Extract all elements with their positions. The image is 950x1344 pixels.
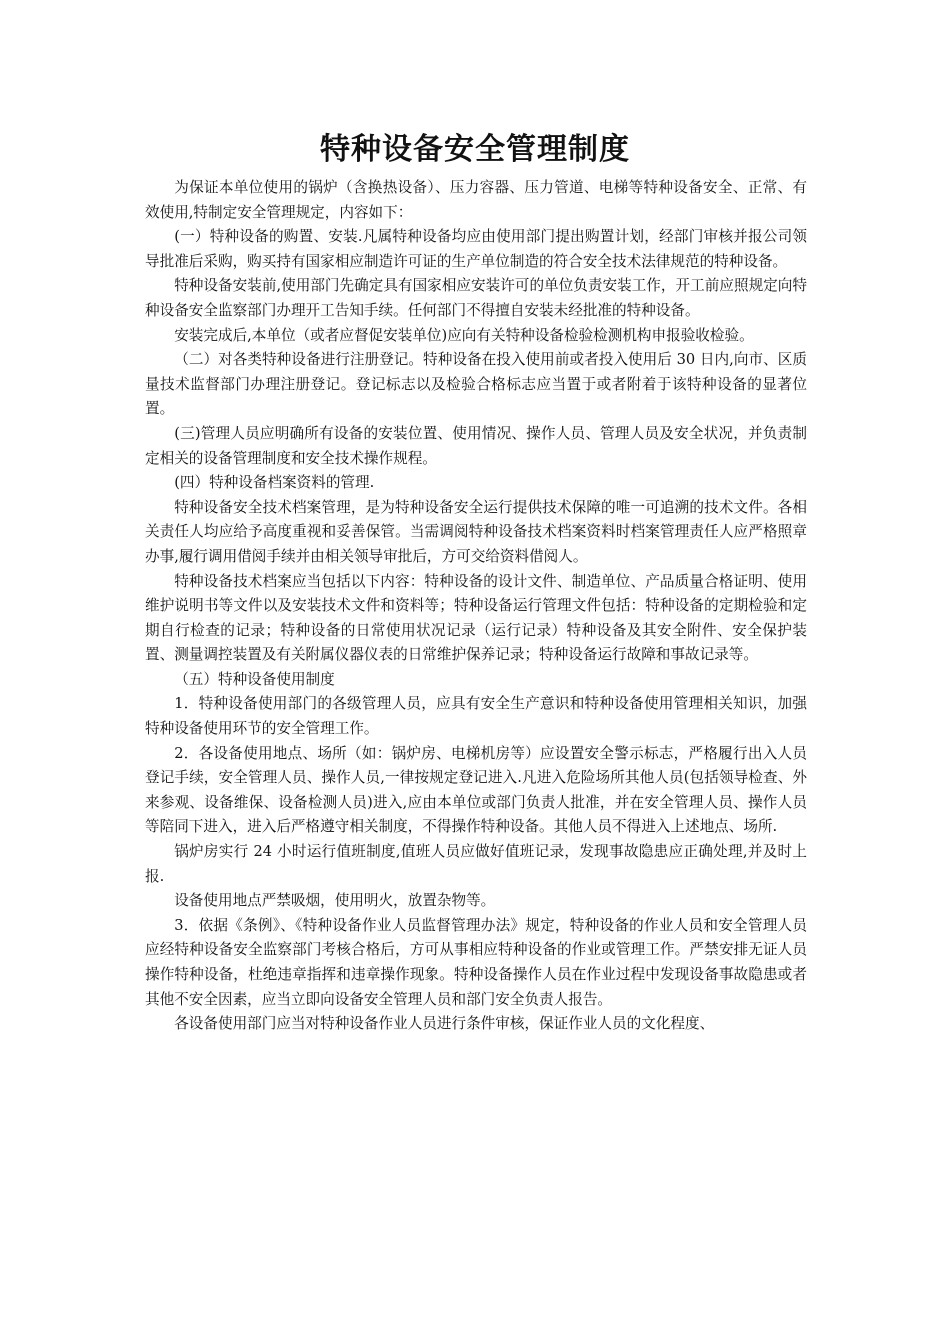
usage-rule-3-paragraph: 3．依据《条例》、《特种设备作业人员监督管理办法》规定，特种设备的作业人员和安全管理人员应经特种设备安全监察部门考核合格后，方可从事相应特种设备的作业或管理工作。严禁安排无证人员操作特种设备，杜绝违章指挥和违章操作现象。特种设备操作人员在作业过程中发现设备事故隐患或者其他不安全因素，应当立即向设备安全管理人员和部门安全负责人报告。	[145, 916, 807, 1008]
document-body	[145, 176, 807, 1037]
section-3-management-paragraph: (三)管理人员应明确所有设备的安装位置、使用情况、操作人员、管理人员及安全状况，并负责制定相关的设备管理制度和安全技术操作规程。	[145, 424, 807, 467]
usage-rule-2-paragraph: 2．各设备使用地点、场所（如：锅炉房、电梯机房等）应设置安全警示标志，严格履行出入人员登记手续，安全管理人员、操作人员,一律按规定登记进入.凡进入危险场所其他人员(包括领导检查、外来参观、设备维保、设备检测人员)进入,应由本单位或部门负责人批准，并在安全管理人员、操作人员等陪同下进入，进入后严格遵守相关制度，不得操作特种设备。其他人员不得进入上述地点、场所.	[145, 744, 807, 836]
archive-management-paragraph: 特种设备安全技术档案管理，是为特种设备安全运行提供技术保障的唯一可追溯的技术文件。各相关责任人均应给予高度重视和妥善保管。当需调阅特种设备技术档案资料时档案管理责任人应严格照章办事,履行调用借阅手续并由相关领导审批后，方可交给资料借阅人。	[145, 498, 807, 565]
inspection-paragraph: 安装完成后,本单位（或者应督促安装单位)应向有关特种设备检验检测机构申报验收检验。	[174, 326, 754, 344]
archive-contents-paragraph: 特种设备技术档案应当包括以下内容：特种设备的设计文件、制造单位、产品质量合格证明、使用维护说明书等文件以及安装技术文件和资料等；特种设备运行管理文件包括：特种设备的定期检验和定期自行检查的记录；特种设备的日常使用状况记录（运行记录）特种设备及其安全附件、安全保护装置、测量调控装置及有关附属仪器仪表的日常维护保养记录；特种设备运行故障和事故记录等。	[145, 572, 807, 664]
boiler-room-duty-paragraph: 锅炉房实行 24 小时运行值班制度,值班人员应做好值班记录，发现事故隐患应正确处理,并及时上报.	[145, 843, 807, 885]
document-title: 特种设备安全管理制度	[320, 132, 630, 167]
usage-rule-1-paragraph: 1．特种设备使用部门的各级管理人员，应具有安全生产意识和特种设备使用管理相关知识，加强特种设备使用环节的安全管理工作。	[145, 695, 807, 738]
intro-paragraph: 为保证本单位使用的锅炉（含换热设备）、压力容器、压力管道、电梯等特种设备安全、正常、有效使用,特制定安全管理规定，内容如下：	[145, 179, 807, 221]
no-smoking-paragraph: 设备使用地点严禁吸烟，使用明火，放置杂物等。	[174, 892, 496, 910]
section-1-purchase-paragraph: (一）特种设备的购置、安装.凡属特种设备均应由使用部门提出购置计划，经部门审核并报公司领导批准后采购，购买持有国家相应制造许可证的生产单位制造的符合安全技术法律规范的特种设备。	[145, 228, 807, 270]
section-5-heading: （五）特种设备使用制度	[174, 670, 335, 688]
operator-review-paragraph: 各设备使用部门应当对特种设备作业人员进行条件审核，保证作业人员的文化程度、	[174, 1015, 715, 1033]
section-4-heading: (四）特种设备档案资料的管理.	[174, 474, 375, 492]
installation-paragraph: 特种设备安装前,使用部门先确定具有国家相应安装许可的单位负责安装工作，开工前应照规定向特种设备安全监察部门办理开工告知手续。任何部门不得擅自安装未经批准的特种设备。	[145, 277, 807, 319]
section-2-registration-paragraph: （二）对各类特种设备进行注册登记。特种设备在投入使用前或者投入使用后 30 日内,向市、区质量技术监督部门办理注册登记。登记标志以及检验合格标志应当置于或者附着于该特种设备的显著位置。	[145, 351, 807, 418]
